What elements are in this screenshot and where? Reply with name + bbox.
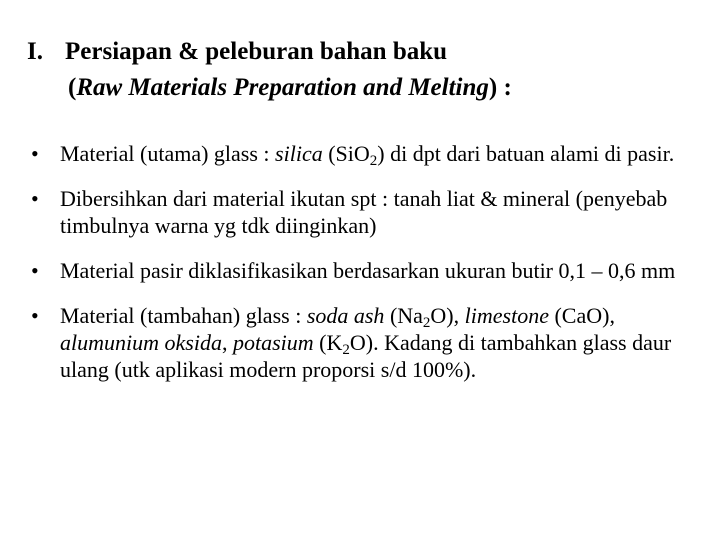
title-text: Persiapan & peleburan bahan baku <box>65 38 448 65</box>
bullet-item-sand-classification <box>27 257 707 284</box>
title-line-1 <box>27 34 697 70</box>
bullet-term-limestone: limestone <box>464 303 549 328</box>
subscript: 2 <box>369 153 378 169</box>
bullet-term-potasium: potasium <box>232 330 314 355</box>
bullet-text: ) di dpt dari batuan alami di pasir. <box>377 141 675 166</box>
subscript: 2 <box>422 315 431 331</box>
title-close: ) : <box>488 74 512 101</box>
bullet-dot: • <box>31 141 39 166</box>
bullet-item-additional-materials <box>27 302 707 383</box>
subscript: 2 <box>342 342 350 358</box>
bullet-term-soda-ash: soda ash <box>306 303 385 328</box>
bullet-text: O). Kadang di tambahkan glass daur ulang (utk aplikasi modern proporsi s/d 100%). <box>60 330 672 382</box>
bullet-text: Material (tambahan) glass : <box>60 303 307 328</box>
bullet-term-silica: silica <box>275 141 323 166</box>
bullet-text: (CaO), <box>548 303 615 328</box>
bullet-item-cleaning <box>27 185 707 239</box>
bullet-text: Dibersihkan dari material ikutan spt : tanah liat & mineral (penyebab timbulnya warna yg tdk diinginkan) <box>60 186 668 238</box>
title-line-2 <box>27 70 697 106</box>
bullet-dot: • <box>31 303 39 328</box>
bullet-text: Material pasir diklasifikasikan berdasarkan ukuran butir 0,1 – 0,6 mm <box>60 258 676 283</box>
bullet-term-alumunium-oksida: alumunium oksida <box>60 330 222 355</box>
section-number: I. <box>27 38 43 65</box>
bullet-text: (Na <box>384 303 423 328</box>
title-open-paren: ( <box>68 74 77 101</box>
bullet-text: , <box>221 330 233 355</box>
slide-title <box>27 34 697 106</box>
bullet-item-silica <box>27 140 707 167</box>
bullet-dot: • <box>31 186 39 211</box>
bullet-text: (SiO <box>322 141 370 166</box>
bullet-list <box>27 140 707 401</box>
title-english: Raw Materials Preparation and Melting <box>76 74 489 101</box>
bullet-text: Material (utama) glass : <box>60 141 276 166</box>
bullet-text: (K <box>313 330 343 355</box>
bullet-text: O), <box>430 303 465 328</box>
bullet-dot: • <box>31 258 39 283</box>
